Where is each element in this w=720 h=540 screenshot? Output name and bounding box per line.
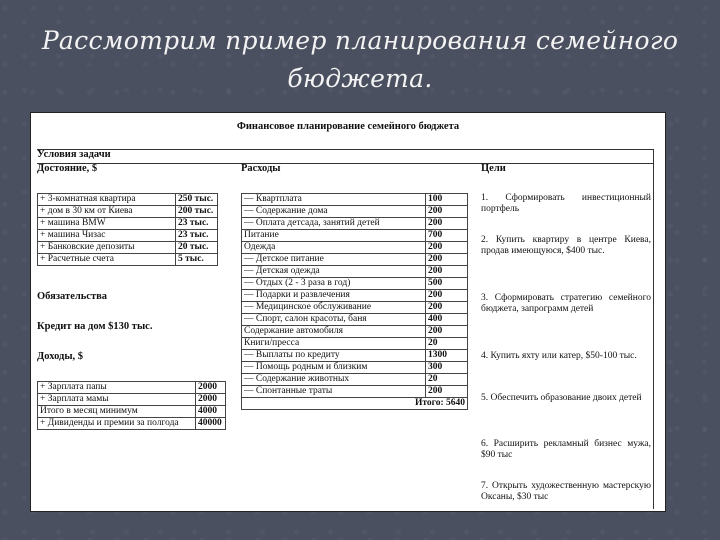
expense-row: [242, 374, 468, 386]
obligations-header: Обязательства: [37, 291, 108, 302]
row-label: + Расчетные счета: [38, 254, 176, 266]
row-label: — Выплаты по кредиту: [242, 350, 426, 362]
income-row: [38, 406, 226, 418]
row-label: Содержание автомобиля: [242, 326, 426, 338]
assets-header: Достояние, $: [37, 163, 98, 174]
expenses-header: Расходы: [241, 163, 281, 174]
goals-header: Цели: [481, 163, 506, 174]
expense-row: [242, 326, 468, 338]
goal-item: 1. Сформировать инвестиционный портфель: [481, 193, 651, 214]
row-value: 2000: [196, 382, 226, 394]
row-label: + Зарплата мамы: [38, 394, 196, 406]
header-divider: [37, 163, 653, 164]
row-label: Одежда: [242, 242, 426, 254]
row-label: — Спонтанные траты: [242, 386, 426, 398]
row-value: 23 тыс.: [176, 218, 218, 230]
right-frame-line: [653, 149, 654, 509]
expense-row: [242, 302, 468, 314]
row-label: + Зарплата папы: [38, 382, 196, 394]
expense-row: [242, 194, 468, 206]
income-row: [38, 418, 226, 430]
assets-table: [37, 193, 218, 266]
goal-item: 6. Расширить рекламный бизнес мужа, $90 тыс: [481, 439, 651, 460]
goal-item: 5. Обеспечить образование двоих детей: [481, 393, 642, 403]
goal-item: 7. Открыть художественную мастерскую Оксаны, $30 тыс: [481, 481, 651, 502]
expense-row: [242, 218, 468, 230]
row-value: 250 тыс.: [176, 194, 218, 206]
expense-row: [242, 338, 468, 350]
row-value: 1300: [426, 350, 468, 362]
top-frame-line: [37, 149, 653, 150]
row-value: 20 тыс.: [176, 242, 218, 254]
row-value: 20: [426, 374, 468, 386]
expense-row: [242, 278, 468, 290]
row-value: 23 тыс.: [176, 230, 218, 242]
row-value: 200: [426, 206, 468, 218]
income-row: [38, 382, 226, 394]
row-label: — Спорт, салон красоты, баня: [242, 314, 426, 326]
row-label: + Дивиденды и премии за полгода: [38, 418, 196, 430]
row-value: 200: [426, 218, 468, 230]
expense-row: [242, 350, 468, 362]
row-value: 700: [426, 230, 468, 242]
row-value: 20: [426, 338, 468, 350]
expense-row: [242, 362, 468, 374]
row-value: 200 тыс.: [176, 206, 218, 218]
row-value: 40000: [196, 418, 226, 430]
row-label: + 3-комнатная квартира: [38, 194, 176, 206]
expenses-total: Итого: 5640: [242, 398, 468, 410]
expense-row: [242, 206, 468, 218]
sheet-title: Финансовое планирование семейного бюджета: [236, 121, 460, 132]
row-value: 200: [426, 266, 468, 278]
row-label: + дом в 30 км от Киева: [38, 206, 176, 218]
expense-row: [242, 242, 468, 254]
expenses-total-row: [242, 398, 468, 410]
asset-row: [38, 206, 218, 218]
row-label: + машина BMW: [38, 218, 176, 230]
row-label: — Подарки и развлечения: [242, 290, 426, 302]
row-label: — Отдых (2 - 3 раза в год): [242, 278, 426, 290]
asset-row: [38, 194, 218, 206]
row-label: — Медицинское обслуживание: [242, 302, 426, 314]
expenses-table: [241, 193, 468, 410]
goal-item: 3. Сформировать стратегию семейного бюджета, запрограмм детей: [481, 293, 651, 314]
asset-row: [38, 218, 218, 230]
slide-title: Рассмотрим пример планирования семейного бюджета.: [41, 26, 679, 93]
row-label: + машина Чизас: [38, 230, 176, 242]
asset-row: [38, 230, 218, 242]
income-table: [37, 381, 226, 430]
row-label: — Содержание животных: [242, 374, 426, 386]
row-value: 200: [426, 254, 468, 266]
row-value: 200: [426, 326, 468, 338]
expense-row: [242, 266, 468, 278]
expense-row: [242, 290, 468, 302]
goal-item: 4. Купить яхту или катер, $50-100 тыс.: [481, 351, 637, 361]
row-value: 100: [426, 194, 468, 206]
row-label: — Квартплата: [242, 194, 426, 206]
goal-item: 2. Купить квартиру в центре Киева, продав имеющуюся, $400 тыс.: [481, 235, 651, 256]
row-value: 5 тыс.: [176, 254, 218, 266]
row-label: — Помощь родным и близким: [242, 362, 426, 374]
row-label: Итого в месяц минимум: [38, 406, 196, 418]
row-label: + Банковские депозиты: [38, 242, 176, 254]
row-value: 300: [426, 362, 468, 374]
row-value: 200: [426, 302, 468, 314]
row-label: — Детское питание: [242, 254, 426, 266]
income-row: [38, 394, 226, 406]
row-value: 200: [426, 290, 468, 302]
budget-sheet: [30, 112, 666, 512]
income-header: Доходы, $: [37, 351, 84, 362]
task-label: Условия задачи: [37, 149, 111, 160]
row-value: 400: [426, 314, 468, 326]
row-value: 2000: [196, 394, 226, 406]
row-label: — Оплата детсада, занятий детей: [242, 218, 426, 230]
expense-row: [242, 386, 468, 398]
asset-row: [38, 242, 218, 254]
row-label: Питание: [242, 230, 426, 242]
obligations-text: Кредит на дом $130 тыс.: [37, 321, 153, 332]
row-value: 500: [426, 278, 468, 290]
row-label: Книги/пресса: [242, 338, 426, 350]
row-value: 4000: [196, 406, 226, 418]
row-label: — Детская одежда: [242, 266, 426, 278]
expense-row: [242, 230, 468, 242]
asset-row: [38, 254, 218, 266]
row-value: 200: [426, 386, 468, 398]
expense-row: [242, 254, 468, 266]
expense-row: [242, 314, 468, 326]
row-label: — Содержание дома: [242, 206, 426, 218]
row-value: 200: [426, 242, 468, 254]
